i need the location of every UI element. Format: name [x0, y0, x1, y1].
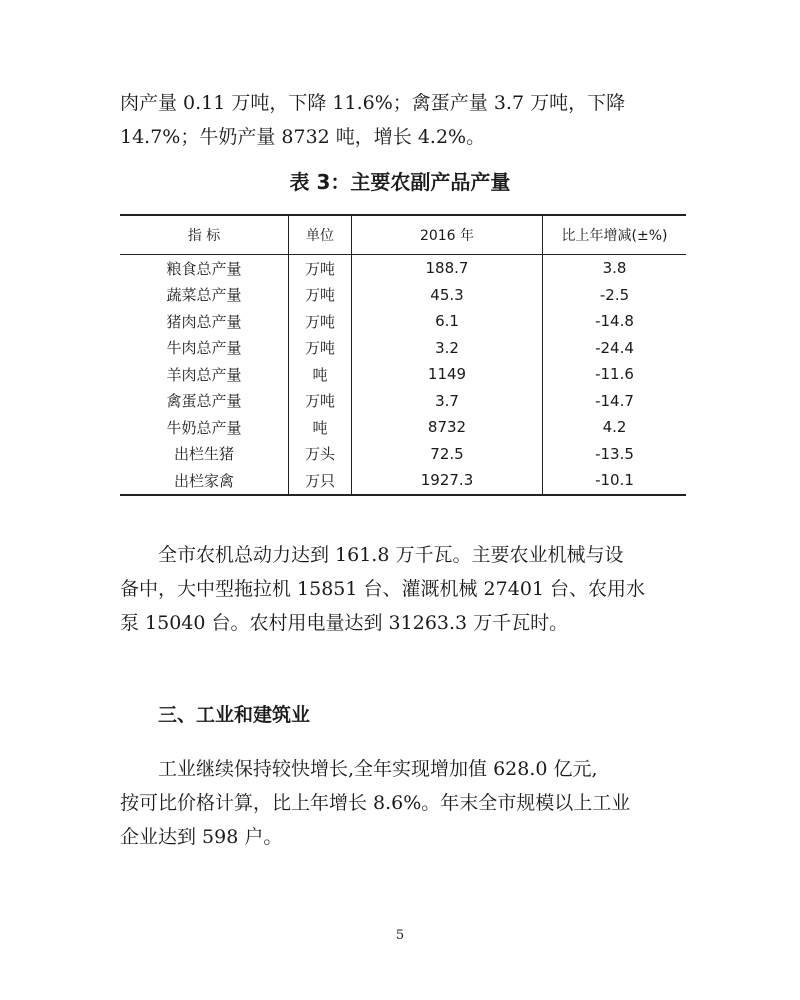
table-row — [120, 441, 686, 468]
row-value: 3.2 — [352, 335, 543, 362]
page-number: 5 — [395, 928, 405, 943]
header-change: 比上年增减(±%) — [543, 215, 687, 255]
machinery-line-1: 全市农机总动力达到 161.8 万千瓦。主要农业机械与设 — [158, 544, 624, 566]
row-indicator: 牛奶总产量 — [166, 418, 242, 437]
agricultural-products-table — [120, 214, 686, 496]
row-change: -24.4 — [543, 335, 687, 362]
row-change: -11.6 — [543, 361, 687, 388]
row-change: -14.8 — [543, 308, 687, 335]
row-change: 3.8 — [543, 255, 687, 282]
table-row — [120, 361, 686, 388]
table-row — [120, 467, 686, 495]
table-header-row — [120, 215, 686, 255]
row-unit: 万吨 — [289, 388, 352, 415]
header-indicator: 指 标 — [120, 215, 289, 255]
industry-line-1: 工业继续保持较快增长,全年实现增加值 628.0 亿元, — [158, 758, 598, 780]
row-value: 8732 — [352, 414, 543, 441]
row-unit: 吨 — [289, 414, 352, 441]
row-indicator: 蔬菜总产量 — [166, 286, 242, 305]
machinery-paragraph — [120, 538, 700, 640]
row-change: 4.2 — [543, 414, 687, 441]
table-row — [120, 255, 686, 282]
row-unit: 万头 — [289, 441, 352, 468]
row-indicator: 禽蛋总产量 — [166, 392, 242, 411]
row-change: -14.7 — [543, 388, 687, 415]
section-heading: 三、工业和建筑业 — [158, 704, 311, 726]
machinery-line-2: 备中，大中型拖拉机 15851 台、灌溉机械 27401 台、农用水 — [120, 578, 646, 600]
row-unit: 吨 — [289, 361, 352, 388]
table-row — [120, 414, 686, 441]
table-title: 表 3：主要农副产品产量 — [289, 170, 511, 194]
table-row — [120, 388, 686, 415]
row-unit: 万吨 — [289, 308, 352, 335]
row-indicator: 粮食总产量 — [166, 259, 242, 278]
header-year: 2016 年 — [352, 215, 543, 255]
row-value: 3.7 — [352, 388, 543, 415]
industry-line-3: 企业达到 598 户。 — [120, 826, 283, 848]
header-unit: 单位 — [289, 215, 352, 255]
intro-line-2: 14.7%；牛奶产量 8732 吨，增长 4.2%。 — [120, 126, 486, 148]
row-value: 72.5 — [352, 441, 543, 468]
row-unit: 万吨 — [289, 255, 352, 282]
industry-line-2: 按可比价格计算，比上年增长 8.6%。年末全市规模以上工业 — [120, 792, 631, 814]
row-change: -2.5 — [543, 282, 687, 309]
row-indicator: 牛肉总产量 — [166, 339, 242, 358]
row-value: 1149 — [352, 361, 543, 388]
table-row — [120, 335, 686, 362]
industry-paragraph — [120, 752, 700, 854]
row-indicator: 猪肉总产量 — [166, 312, 242, 331]
intro-paragraph — [120, 86, 700, 154]
row-change: -10.1 — [543, 467, 687, 495]
row-value: 6.1 — [352, 308, 543, 335]
row-indicator: 出栏生猪 — [173, 445, 234, 464]
row-value: 45.3 — [352, 282, 543, 309]
row-indicator: 出栏家禽 — [120, 467, 289, 495]
row-unit: 万只 — [289, 467, 352, 495]
row-unit: 万吨 — [289, 282, 352, 309]
row-value: 188.7 — [352, 255, 543, 282]
row-change: -13.5 — [543, 441, 687, 468]
row-unit: 万吨 — [289, 335, 352, 362]
intro-line-1: 肉产量 0.11 万吨，下降 11.6%；禽蛋产量 3.7 万吨，下降 — [120, 92, 626, 114]
row-indicator: 羊肉总产量 — [166, 365, 242, 384]
table-row — [120, 282, 686, 309]
machinery-line-3: 泵 15040 台。农村用电量达到 31263.3 万千瓦时。 — [120, 612, 569, 634]
table-row — [120, 308, 686, 335]
row-value: 1927.3 — [352, 467, 543, 495]
